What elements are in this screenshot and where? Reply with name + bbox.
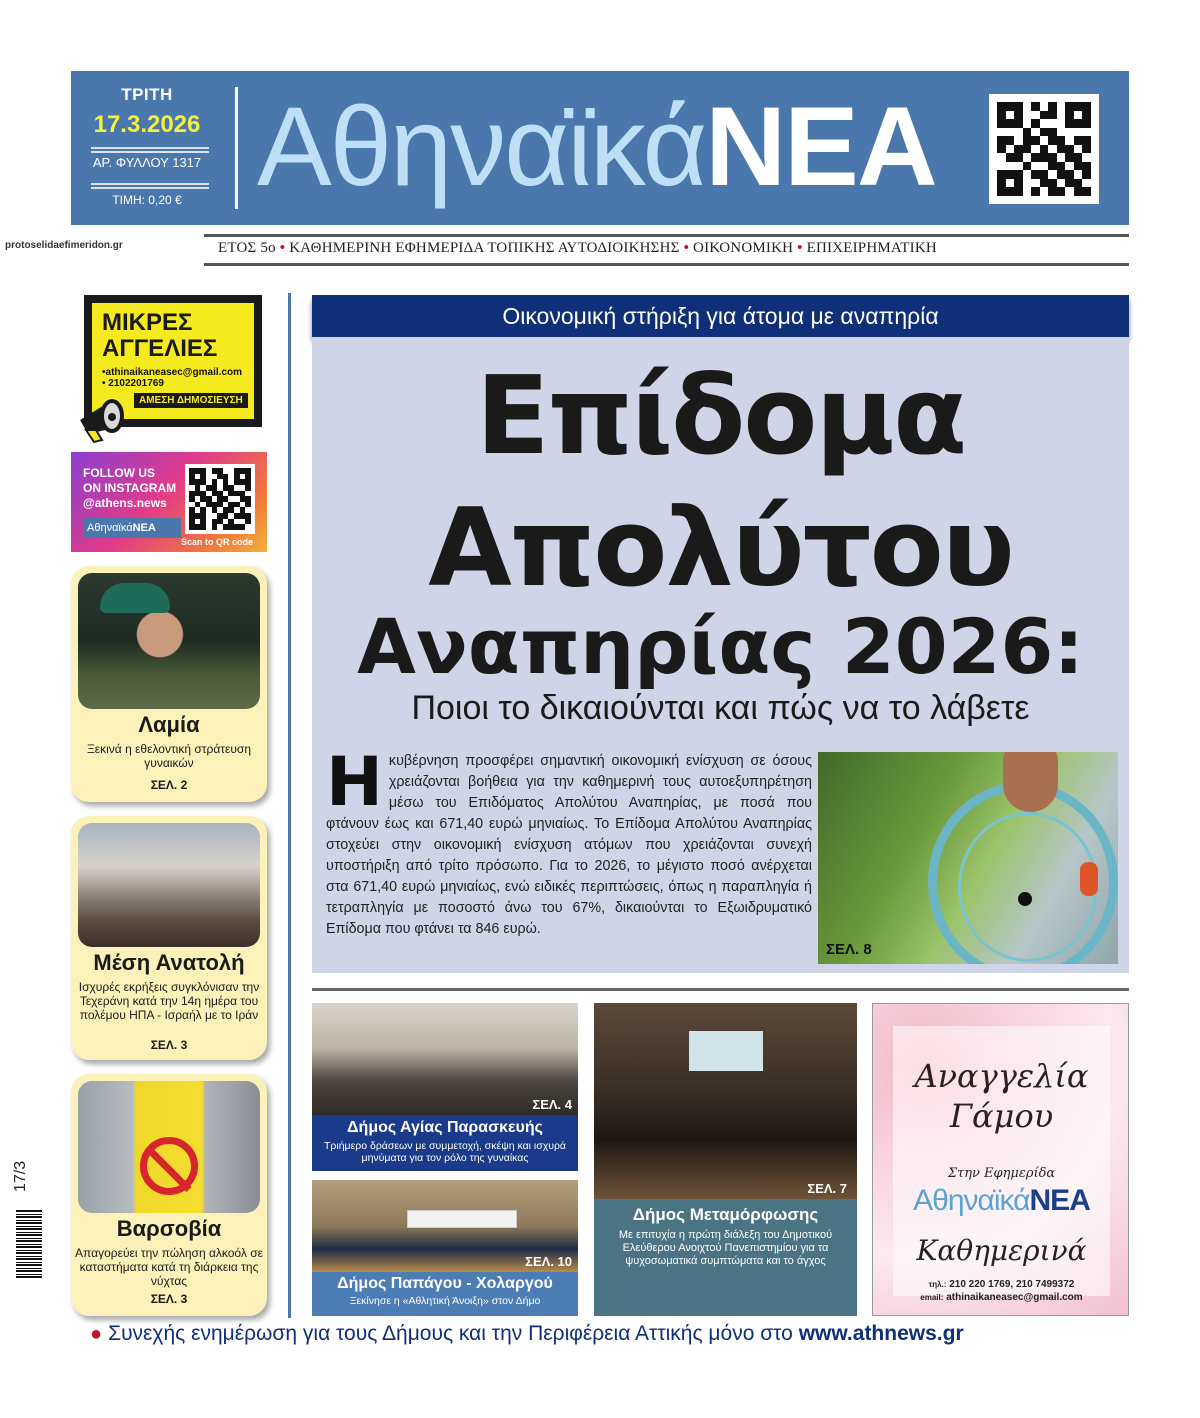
instagram-promo[interactable]: [71, 452, 267, 552]
wheelchair-photo: [818, 752, 1118, 964]
no-alcohol-icon: [140, 1137, 198, 1195]
projection-screen: [689, 1031, 763, 1071]
story-caption: [594, 1199, 857, 1316]
footer-url-link[interactable]: www.athnews.gr: [798, 1322, 964, 1345]
story-metamorfosi[interactable]: [594, 1003, 857, 1316]
ad-email: athinaikaneasec@gmail.com: [946, 1292, 1083, 1303]
divider: [235, 87, 238, 209]
story-page-ref: ΣΕΛ. 10: [525, 1254, 572, 1269]
issue-date: 17.3.2026: [93, 111, 201, 138]
side-story-title: Μέση Ανατολή: [93, 950, 245, 975]
issue-price: ΤΙΜΗ: 0,20 €: [112, 193, 182, 207]
story-page-ref: ΣΕΛ. 7: [807, 1181, 847, 1196]
main-kicker: Οικονομική στήριξη για άτομα με αναπηρία: [312, 295, 1129, 337]
barcode-date: 17/3: [12, 1160, 29, 1192]
instagram-logo: ΑθηναϊκάΝΕΑ: [83, 518, 181, 538]
side-story-desc: Απαγορεύει την πώληση αλκοόλ σε καταστήματα κατά τη διάρκεια της νύχτας: [75, 1246, 263, 1288]
story-papagou-cholargou[interactable]: [312, 1180, 578, 1316]
logo-bold-text: ΝΕΑ: [705, 84, 936, 209]
story-page-ref: ΣΕΛ. 4: [532, 1097, 572, 1112]
dropcap: Η: [326, 743, 383, 822]
divider: [204, 263, 1129, 266]
masthead-info: [71, 71, 223, 225]
ad-daily: Καθημερινά: [916, 1234, 1087, 1267]
ad-subtitle: Στην Εφημερίδα: [947, 1166, 1056, 1181]
ad-panel: [893, 1026, 1110, 1303]
divider: [204, 234, 1129, 237]
ad-contact: τηλ.: 210 220 1769, 210 7499372 email: athinaikaneasec@gmail.com: [920, 1279, 1083, 1303]
classifieds-title: ΜΙΚΡΕΣ ΑΓΓΕΛΙΕΣ: [102, 309, 218, 362]
qr-code-icon[interactable]: [185, 464, 255, 534]
side-story-desc: Ξεκινά η εθελοντική στράτευση γυναικών: [86, 742, 251, 770]
classifieds-email: •athinaikaneasec@gmail.com: [102, 367, 242, 378]
qr-pattern: [997, 102, 1091, 196]
footer-promo: [90, 1322, 964, 1346]
side-story-warsaw[interactable]: [71, 1074, 267, 1316]
ad-phones: 210 220 1769, 210 7499372: [949, 1279, 1075, 1290]
side-story-photo: [78, 1081, 260, 1213]
issue-day: ΤΡΙΤΗ: [121, 85, 173, 104]
classifieds-phone: • 2102201769: [102, 378, 164, 389]
side-story-photo: [78, 573, 260, 709]
headline-line3: Αναπηρίας 2026:: [357, 602, 1084, 691]
main-story[interactable]: [312, 337, 1129, 973]
story-desc: Τριήμερο δράσεων με συμμετοχή, σκέψη και ισχυρά μηνύματα για τον ρόλο της γυναίκας: [323, 1140, 567, 1164]
classifieds-contact: [102, 367, 242, 389]
side-story-page: ΣΕΛ. 2: [150, 778, 188, 792]
story-caption: [312, 1272, 578, 1316]
classifieds-badge: ΑΜΕΣΗ ΔΗΜΟΣΙΕΥΣΗ: [134, 393, 248, 408]
column-divider: [288, 293, 291, 1318]
story-photo: [594, 1003, 857, 1199]
tagline-item: ΕΠΙΧΕΙΡΗΜΑΤΙΚΗ: [806, 240, 937, 256]
side-story-title: Βαρσοβία: [116, 1216, 222, 1241]
story-desc: Με επιτυχία η πρώτη διάλεξη του Δημοτικού Ελεύθερου Ανοιχτού Πανεπιστημίου για τα ψυχοσωματικά συμπτώματα και το άγχος: [618, 1229, 833, 1267]
divider: [312, 988, 1129, 991]
issue-number: ΑΡ. ΦΥΛΛΟΥ 1317: [92, 155, 202, 170]
side-story-title: Λαμία: [138, 712, 200, 737]
tagline-year: ΕΤΟΣ 5ο: [218, 240, 276, 256]
tagline-item: ΟΙΚΟΝΟΜΙΚΗ: [693, 240, 794, 256]
divider: [91, 147, 209, 153]
instagram-text: FOLLOW US ON INSTAGRAM @athens.news: [83, 466, 177, 510]
ad-title: Αναγγελία Γάμου: [914, 1057, 1089, 1135]
subheadline: Ποιοι το δικαιούνται και πώς να το λάβετε: [411, 689, 1030, 727]
photo-page-ref: ΣΕΛ. 8: [826, 941, 872, 958]
headline-line2: Απολύτου: [428, 486, 1013, 611]
story-title: Δήμος Μεταμόρφωσης: [632, 1205, 819, 1224]
instagram-scan-label: Scan to QR code: [181, 537, 254, 547]
megaphone-icon: [72, 390, 132, 445]
masthead: [71, 71, 1129, 225]
wedding-announcement-ad[interactable]: [872, 1003, 1129, 1316]
story-title: Δήμος Παπάγου - Χολαργού: [337, 1275, 553, 1292]
story-agia-paraskevi[interactable]: [312, 1003, 578, 1171]
article-body: [326, 743, 812, 940]
story-desc: Ξεκίνησε η «Αθλητική Άνοιξη» στον Δήμο: [349, 1295, 541, 1307]
beret-shape: [100, 583, 170, 613]
bullet-icon: ●: [90, 1323, 103, 1345]
instagram-handle: @athens.news: [83, 496, 167, 510]
classifieds-ad[interactable]: [80, 295, 270, 445]
banner-shape: [407, 1210, 517, 1228]
newspaper-logo[interactable]: [257, 77, 936, 217]
barcode-icon: [16, 1210, 42, 1278]
logo-light-text: Αθηναϊκά: [257, 84, 706, 209]
article-text: κυβέρνηση προσφέρει σημαντική οικονομική ενίσχυση σε όσους χρειάζονται βοήθεια για την καθημερινή τους αυτοεξυπηρέτηση μέσω του Επιδόματος Απολύτου Αναπηρίας, με ποσά που φτάνουν έως και 671,40 ευρώ μηνιαίως. Το Επίδομα Απολύτου Αναπηρίας στοχεύει στην οικονομική ενίσχυση ατόμων που χρειάζονται συνεχή υποστήριξη από τρίτο πρόσωπο. Για το 2026, το μέγιστο ποσό ανέρχεται στα 671,40 ευρώ μηνιαίως, ενώ ειδικές περιπτώσεις, όπως η παραπληγία ή τετραπληγία με ποσοστό άνω του 67%, δικαιούνται το Εξωιδρυματικό Επίδομα που φτάνει τα 846 ευρώ.: [326, 753, 812, 937]
side-story-photo: [78, 823, 260, 947]
divider: [91, 183, 209, 189]
side-story-middle-east[interactable]: [71, 816, 267, 1060]
side-story-lamia[interactable]: [71, 566, 267, 802]
footer-text: Συνεχής ενημέρωση για τους Δήμους και την Περιφέρεια Αττικής μόνο στο: [108, 1322, 793, 1345]
headline-line1: Επίδομα: [475, 354, 966, 479]
tagline-item: ΚΑΘΗΜΕΡΙΝΗ ΕΦΗΜΕΡΙΔΑ ΤΟΠΙΚΗΣ ΑΥΤΟΔΙΟΙΚΗΣΗΣ: [289, 240, 680, 256]
side-story-desc: Ισχυρές εκρήξεις συγκλόνισαν την Τεχεράνη κατά την 14η ημέρα του πολέμου ΗΠΑ - Ισραήλ με το Ιράν: [78, 980, 260, 1022]
story-caption: [312, 1115, 578, 1171]
tagline: ΕΤΟΣ 5ο • ΚΑΘΗΜΕΡΙΝΗ ΕΦΗΜΕΡΙΔΑ ΤΟΠΙΚΗΣ ΑΥΤΟΔΙΟΙΚΗΣΗΣ • ΟΙΚΟΝΟΜΙΚΗ • ΕΠΙΧΕΙΡΗΜΑΤΙΚΗ: [218, 240, 937, 256]
story-title: Δήμος Αγίας Παρασκευής: [347, 1119, 543, 1136]
qr-code-icon[interactable]: [989, 94, 1099, 204]
side-story-page: ΣΕΛ. 3: [150, 1292, 188, 1306]
ad-logo: ΑθηναϊκάΝΕΑ: [913, 1184, 1090, 1217]
source-watermark: protoselidaefimeridon.gr: [5, 240, 123, 251]
side-story-page: ΣΕΛ. 3: [150, 1038, 188, 1052]
